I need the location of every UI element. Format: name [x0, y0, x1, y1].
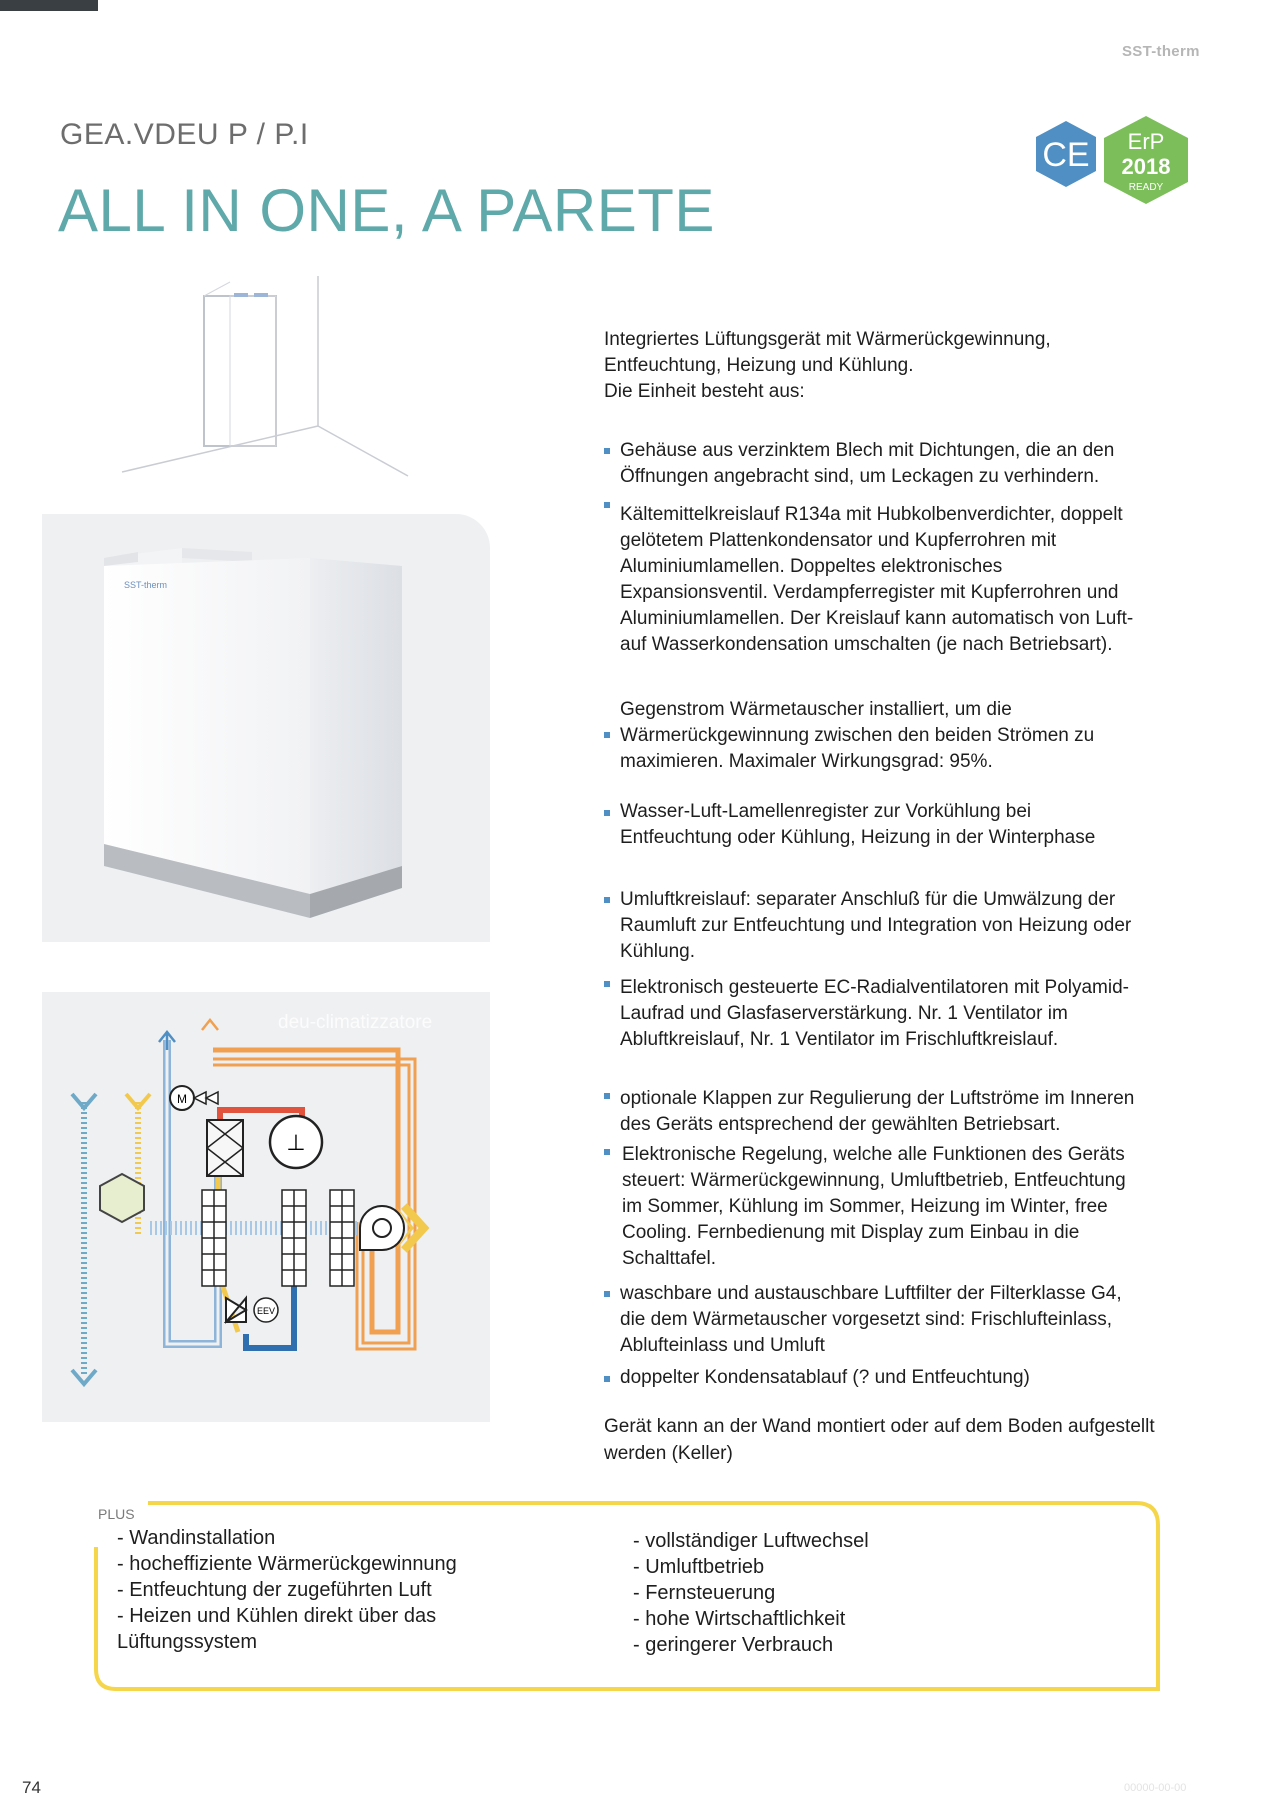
- ce-mark-icon: [1030, 118, 1102, 190]
- page-number: 74: [22, 1778, 41, 1797]
- erp-2018-badge-icon: [1098, 114, 1194, 206]
- plus-item: - hohe Wirtschaftlichkeit: [633, 1608, 846, 1630]
- feature-item-water-air-coil: Wasser-Luft-Lamellenregister zur Vorkühlung bei Entfeuchtung oder Kühlung, Heizung in der Winterphase: [604, 799, 1244, 851]
- bullet-icon: [604, 448, 610, 454]
- bullet-icon: [604, 981, 610, 987]
- product-photo: [42, 514, 490, 942]
- bullet-icon: [604, 1093, 610, 1099]
- intro-line: Die Einheit besteht aus:: [604, 381, 805, 402]
- bullet-icon: [604, 1376, 610, 1382]
- installation-note: Gerät kann an der Wand montiert oder auf dem Boden aufgestellt werden (Keller): [604, 1416, 1155, 1464]
- feature-item-counterflow-exchanger: Gegenstrom Wärmetauscher installiert, um die Wärmerückgewinnung zwischen den beiden Strömen zu maximieren. Maximaler Wirkungsgrad: 95%.: [604, 697, 1244, 775]
- svg-text:M: M: [177, 1092, 187, 1106]
- schema-diagram: [42, 992, 490, 1422]
- top-edge-bar: [0, 0, 98, 11]
- exhaust-arrow-icon: [159, 1032, 175, 1050]
- feature-item-electronic-control: Elektronische Regelung, welche alle Funktionen des Geräts steuert: Wärmerückgewinnung, Umluftbetrieb, Entfeuchtung im Sommer, Kühlung im Sommer, Heizung im Winter, free Cooling. Fernbedienung mit Display zum Einbau in die Schalttafel.: [604, 1142, 1244, 1272]
- bullet-icon: [604, 732, 610, 738]
- feature-item-refrigerant-circuit: Kältemittelkreislauf R134a mit Hubkolbenverdichter, doppelt gelötetem Plattenkondensator und Kupferrohren mit Aluminiumlamellen. Doppeltes elektronisches Expansionsventil. Verdampferregister mit Kupferrohren und Aluminiumlamellen. Der Kreislauf kann automatisch von Luft- auf Wasserkondensation umschalten (je nach Betriebsart).: [604, 502, 1244, 658]
- svg-text:EEV: EEV: [256, 1306, 276, 1316]
- radial-fan-icon: [360, 1206, 404, 1250]
- svg-text:2018: 2018: [1121, 154, 1171, 179]
- plus-label: PLUS: [98, 1506, 135, 1522]
- filter-hexagon-icon: [100, 1174, 144, 1222]
- schema-watermark: deu-climatizzatore: [278, 1012, 433, 1033]
- feature-item-air-filters: waschbare und austauschbare Luftfilter der Filterklasse G4, die dem Wärmetauscher vorgesetzt sind: Frischlufteinlass, Ablufteinlass und Umluft: [604, 1281, 1244, 1359]
- intro-description: [604, 327, 1244, 405]
- plus-item: - hocheffiziente Wärmerückgewinnung: [117, 1553, 457, 1575]
- footer-code: 00000-00-00: [1124, 1782, 1187, 1794]
- svg-text:ErP: ErP: [1127, 129, 1165, 154]
- model-name: GEA.VDEU P / P.I: [60, 118, 309, 151]
- feature-item-recirculation: Umluftkreislauf: separater Anschluß für die Umwälzung der Raumluft zur Entfeuchtung und Integration von Heizung oder Kühlung.: [604, 887, 1244, 965]
- evaporator-coil-icon: [202, 1190, 226, 1286]
- plus-item: - Wandinstallation: [117, 1527, 276, 1549]
- bullet-icon: [604, 810, 610, 816]
- svg-text:CE: CE: [1042, 136, 1090, 174]
- bullet-icon: [604, 502, 610, 508]
- plus-item: - geringerer Verbrauch: [633, 1634, 834, 1656]
- bullet-icon: [604, 1149, 610, 1155]
- water-coil-icon: [330, 1190, 354, 1286]
- bullet-icon: [604, 897, 610, 903]
- svg-text:READY: READY: [1128, 182, 1164, 193]
- device-image: [42, 514, 490, 942]
- plus-item: - Umluftbetrieb: [633, 1556, 765, 1578]
- plus-list-right: [633, 1528, 1033, 1658]
- svg-text:⊥: ⊥: [286, 1130, 306, 1155]
- feature-item-housing: Gehäuse aus verzinktem Blech mit Dichtungen, die an den Öffnungen angebracht sind, um Leckagen zu verhindern.: [604, 438, 1244, 490]
- feature-item-condensate-drain: doppelter Kondensatablauf (? und Entfeuchtung): [604, 1365, 1244, 1391]
- expansion-valve-icon: [226, 1298, 246, 1322]
- bullet-icon: [604, 1291, 610, 1297]
- heat-exchanger-icon: [207, 1120, 243, 1176]
- system-schema: [42, 992, 490, 1422]
- feature-item-ec-fans: Elektronisch gesteuerte EC-Radialventilatoren mit Polyamid- Laufrad und Glasfaserverstärkung. Nr. 1 Ventilator im Abluftkreislauf, Nr. 1 Ventilator im Frischluftkreislauf.: [604, 975, 1244, 1053]
- page-headline: ALL IN ONE, A PARETE: [58, 177, 715, 244]
- condenser-coil-icon: [282, 1190, 306, 1286]
- airflow-down-arrow-icon: [72, 1094, 96, 1108]
- intro-line: Entfeuchtung, Heizung und Kühlung.: [604, 355, 914, 376]
- brand-logo: SST-therm: [1122, 43, 1200, 60]
- plus-item: - Fernsteuerung: [633, 1582, 776, 1604]
- device-brand-label: SST-therm: [124, 580, 168, 590]
- plus-item: Lüftungssystem: [117, 1631, 258, 1653]
- installation-sketch: [118, 276, 428, 488]
- supply-arrow-icon: [202, 1020, 218, 1030]
- plus-item: - Entfeuchtung der zugeführten Luft: [117, 1579, 432, 1601]
- feature-item-dampers: optionale Klappen zur Regulierung der Luftströme im Inneren des Geräts entsprechend der gewählten Betriebsart.: [604, 1086, 1244, 1138]
- plus-list-left: [117, 1525, 517, 1655]
- plus-item: - Heizen und Kühlen direkt über das: [117, 1605, 437, 1627]
- plus-item: - vollständiger Luftwechsel: [633, 1530, 869, 1552]
- intro-line: Integriertes Lüftungsgerät mit Wärmerückgewinnung,: [604, 329, 1051, 350]
